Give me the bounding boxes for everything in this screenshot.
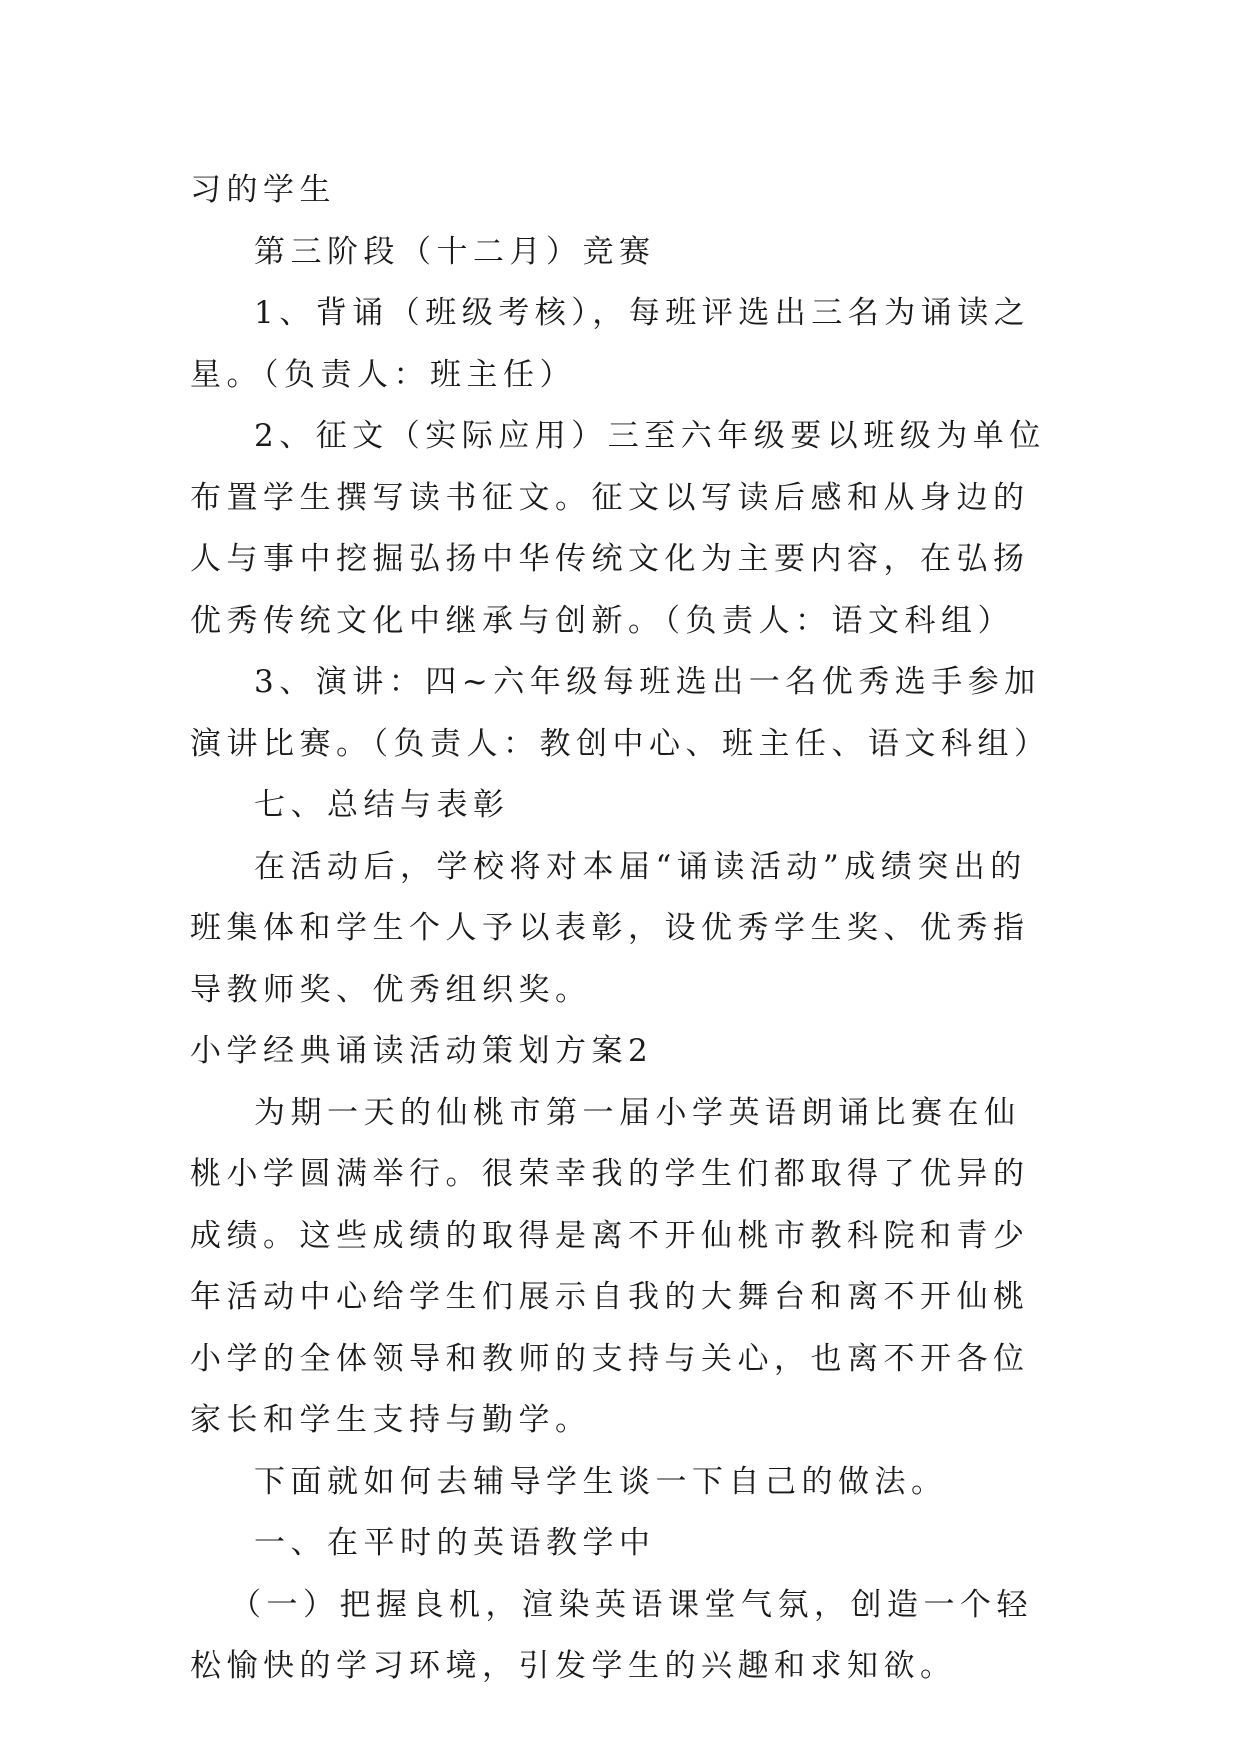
paragraph-speech: 3、演讲：四~六年级每班选出一名优秀选手参加演讲比赛。（负责人：教创中心、班主任、语文科组）	[190, 664, 1051, 762]
paragraph-section-seven-heading: 七、总结与表彰	[254, 787, 510, 823]
document-section-title: 小学经典诵读活动策划方案2	[190, 1033, 654, 1069]
paragraph-commendation: 在活动后，学校将对本届“诵读活动”成绩突出的班集体和学生个人予以表彰，设优秀学生奖、优秀指导教师奖、优秀组织奖。	[190, 848, 1030, 1008]
paragraph-competition-intro: 为期一天的仙桃市第一届小学英语朗诵比赛在仙桃小学圆满举行。很荣幸我的学生们都取得了优异的成绩。这些成绩的取得是离不开仙桃市教科院和青少年活动中心给学生们展示自我的大舞台和离不开仙桃小学的全体领导和教师的支持与关心，也离不开各位家长和学生支持与勤学。	[190, 1094, 1030, 1438]
paragraph-continuation: 习的学生	[190, 172, 336, 208]
paragraph-method-intro: 下面就如何去辅导学生谈一下自己的做法。	[254, 1463, 948, 1500]
document-body	[190, 160, 1050, 1698]
paragraph-essay: 2、征文（实际应用）三至六年级要以班级为单位布置学生撰写读书征文。征文以写读后感和从身边的人与事中挖掘弘扬中华传统文化为主要内容，在弘扬优秀传统文化中继承与创新。（负责人：语文科组）	[190, 418, 1046, 639]
paragraph-point-one: （一）把握良机，渲染英语课堂气氛，创造一个轻松愉快的学习环境，引发学生的兴趣和求知欲。	[190, 1586, 1033, 1684]
paragraph-subheading-one: 一、在平时的英语教学中	[254, 1525, 656, 1561]
paragraph-recitation: 1、背诵（班级考核），每班评选出三名为诵读之星。（负责人：班主任）	[190, 295, 1031, 393]
paragraph-stage-three-heading: 第三阶段（十二月）竞赛	[254, 233, 656, 270]
